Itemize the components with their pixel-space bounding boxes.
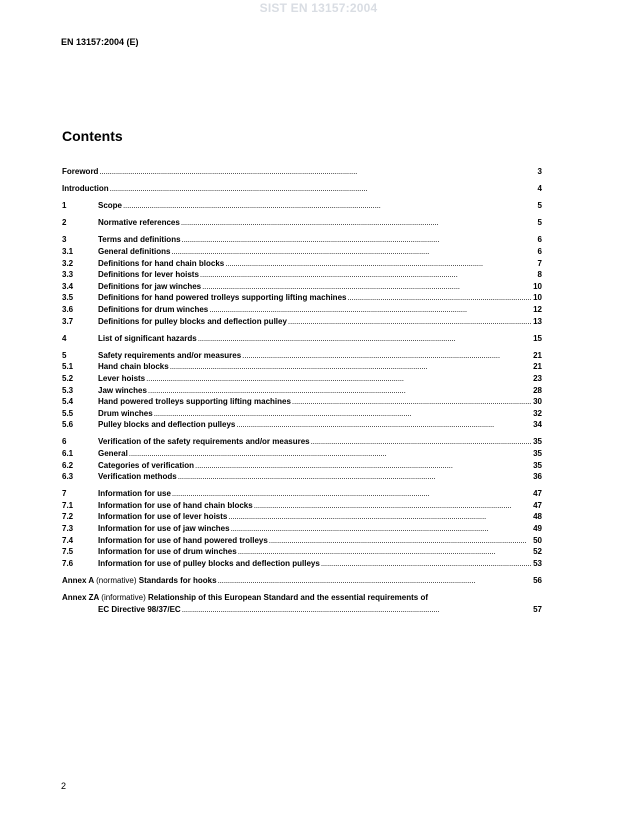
- page-number: 2: [61, 781, 67, 791]
- toc-entry-7[interactable]: [62, 488, 542, 500]
- document-id: EN 13157:2004 (E): [61, 37, 139, 47]
- toc-number: 6: [62, 437, 67, 447]
- toc-entry-3[interactable]: [62, 234, 542, 246]
- toc-page: 21: [533, 362, 542, 372]
- toc-page: 15: [533, 333, 542, 343]
- toc-number: 5.4: [62, 397, 74, 407]
- toc-number: 3.3: [62, 270, 74, 280]
- dot-leader: [321, 558, 532, 570]
- dot-leader: [218, 575, 533, 587]
- dot-leader: [181, 217, 537, 229]
- toc-title: [62, 575, 217, 587]
- toc-entry-3-7[interactable]: [62, 316, 542, 328]
- toc-entry-5-1[interactable]: [62, 361, 542, 373]
- toc-title: Lever hoists: [98, 373, 146, 383]
- toc-number: 5.5: [62, 408, 74, 418]
- dot-leader: [269, 535, 532, 547]
- dot-leader: [110, 183, 537, 195]
- toc-page: 23: [533, 373, 542, 383]
- dot-leader: [225, 258, 536, 270]
- toc-number: 6.3: [62, 472, 74, 482]
- toc-page: 10: [533, 293, 542, 303]
- toc-number: 7.5: [62, 547, 74, 557]
- toc-entry-6-2[interactable]: [62, 460, 542, 472]
- dot-leader: [146, 373, 532, 385]
- toc-number: 3.5: [62, 293, 74, 303]
- toc-page: 32: [533, 408, 542, 418]
- toc-page: 13: [533, 316, 542, 326]
- toc-number: 7.1: [62, 500, 74, 510]
- toc-title: Definitions for lever hoists: [98, 270, 199, 280]
- toc-page: 35: [533, 448, 542, 458]
- toc-title: Definitions for hand powered trolleys supporting lifting machines: [98, 293, 347, 303]
- dot-leader: [236, 419, 532, 431]
- toc-entry-5-5[interactable]: [62, 408, 542, 420]
- dot-leader: [347, 292, 532, 304]
- dot-leader: [228, 511, 532, 523]
- toc-number: 2: [62, 218, 67, 228]
- toc-page: 57: [533, 604, 542, 614]
- toc-page: 28: [533, 385, 542, 395]
- dot-leader: [178, 471, 532, 483]
- toc-title: Verification methods: [98, 472, 177, 482]
- toc-title: Definitions for pulley blocks and deflection pulley: [98, 316, 287, 326]
- dot-leader: [154, 408, 532, 420]
- toc-entry-foreword[interactable]: [62, 166, 542, 178]
- toc-number: 5.2: [62, 373, 74, 383]
- toc-page: 35: [533, 437, 542, 447]
- toc-entry-7-1[interactable]: [62, 500, 542, 512]
- toc-title: Hand powered trolleys supporting lifting machines: [98, 397, 291, 407]
- toc-entry-5-4[interactable]: [62, 396, 542, 408]
- toc-page: 52: [533, 547, 542, 557]
- toc-number: 1: [62, 201, 67, 211]
- toc-entry-annex-a[interactable]: [62, 575, 542, 587]
- toc-entry-annex-za-continued[interactable]: [62, 604, 542, 616]
- toc-entry-7-3[interactable]: [62, 523, 542, 535]
- toc-entry-7-5[interactable]: [62, 546, 542, 558]
- toc-number: 3.4: [62, 281, 74, 291]
- dot-leader: [123, 200, 537, 212]
- toc-page: 5: [537, 218, 542, 228]
- annex-prefix: Annex A: [62, 575, 94, 585]
- dot-leader: [288, 316, 532, 328]
- toc-title: General: [98, 448, 128, 458]
- annex-prefix: Annex ZA: [62, 593, 100, 602]
- toc-entry-5-3[interactable]: [62, 385, 542, 397]
- dot-leader: [209, 304, 532, 316]
- toc-title: Introduction: [62, 184, 109, 194]
- toc-page: 10: [533, 281, 542, 291]
- toc-title: Information for use of jaw winches: [98, 524, 230, 534]
- toc-page: 53: [533, 558, 542, 568]
- dot-leader: [148, 385, 532, 397]
- toc-title: Categories of verification: [98, 460, 195, 470]
- page-title: Contents: [62, 128, 123, 144]
- toc-number: 3.6: [62, 304, 74, 314]
- toc-entry-7-4[interactable]: [62, 535, 542, 547]
- toc-title: Jaw winches: [98, 385, 147, 395]
- dot-leader: [238, 546, 532, 558]
- toc-number: 5.6: [62, 420, 74, 430]
- toc-title: [62, 592, 428, 604]
- dot-leader: [195, 460, 532, 472]
- dot-leader: [292, 396, 532, 408]
- toc-entry-3-2[interactable]: [62, 258, 542, 270]
- watermark: SIST EN 13157:2004: [259, 1, 378, 15]
- toc-page: 48: [533, 512, 542, 522]
- toc-number: 7.2: [62, 512, 74, 522]
- toc-number: 3: [62, 235, 67, 245]
- dot-leader: [254, 500, 532, 512]
- toc-number: 7.4: [62, 535, 74, 545]
- toc-title: General definitions: [98, 246, 171, 256]
- toc-title: Definitions for jaw winches: [98, 281, 202, 291]
- toc-number: 5.3: [62, 385, 74, 395]
- toc-entry-introduction[interactable]: [62, 183, 542, 195]
- dot-leader: [200, 269, 537, 281]
- toc-entry-7-2[interactable]: [62, 511, 542, 523]
- toc-title: Pulley blocks and deflection pulleys: [98, 420, 236, 430]
- toc-page: 47: [533, 500, 542, 510]
- toc-number: 3.7: [62, 316, 74, 326]
- dot-leader: [311, 436, 532, 448]
- toc-number: 5: [62, 350, 67, 360]
- toc-title: Foreword: [62, 167, 99, 176]
- toc-page: 47: [533, 489, 542, 499]
- toc-page: 7: [537, 258, 542, 268]
- toc-number: 7.6: [62, 558, 74, 568]
- toc-entry-3-6[interactable]: [62, 304, 542, 316]
- toc-entry-3-5[interactable]: [62, 292, 542, 304]
- dot-leader: [182, 234, 537, 246]
- toc-title: Drum winches: [98, 408, 153, 418]
- dot-leader: [172, 488, 532, 500]
- toc-entry-4[interactable]: [62, 333, 542, 345]
- toc-title: Information for use of lever hoists: [98, 512, 228, 522]
- dot-leader: [99, 166, 536, 178]
- toc-title: List of significant hazards: [98, 333, 197, 343]
- toc-number: 3.1: [62, 246, 74, 256]
- toc-title: Normative references: [98, 218, 180, 228]
- toc-title: Scope: [98, 201, 123, 211]
- toc-page: 35: [533, 460, 542, 470]
- toc-entry-3-1[interactable]: [62, 246, 542, 258]
- dot-leader: [231, 523, 533, 535]
- dot-leader: [170, 361, 532, 373]
- toc-number: 4: [62, 333, 67, 343]
- toc-number: 7.3: [62, 524, 74, 534]
- toc-entry-5[interactable]: [62, 350, 542, 362]
- toc-entry-6-3[interactable]: [62, 471, 542, 483]
- toc-entry-5-2[interactable]: [62, 373, 542, 385]
- toc-title: Terms and definitions: [98, 235, 181, 245]
- toc-entry-2[interactable]: [62, 217, 542, 229]
- toc-title: Hand chain blocks: [98, 362, 169, 372]
- dot-leader: [182, 604, 532, 616]
- table-of-contents: [62, 166, 542, 615]
- toc-entry-7-6[interactable]: [62, 558, 542, 570]
- toc-title: Information for use of hand powered trolleys: [98, 535, 268, 545]
- annex-title: Relationship of this European Standard and the essential requirements of: [147, 593, 429, 602]
- dot-leader: [129, 448, 532, 460]
- toc-entry-1[interactable]: [62, 200, 542, 212]
- annex-type: (normative): [96, 575, 137, 585]
- toc-number: 6.1: [62, 448, 74, 458]
- toc-number: 7: [62, 489, 67, 499]
- toc-page: 21: [533, 350, 542, 360]
- toc-page: 56: [533, 575, 542, 585]
- toc-entry-5-6[interactable]: [62, 419, 542, 431]
- toc-title: Information for use of pulley blocks and deflection pulleys: [98, 558, 320, 568]
- toc-entry-6[interactable]: [62, 436, 542, 448]
- toc-entry-6-1[interactable]: [62, 448, 542, 460]
- toc-title: Verification of the safety requirements and/or measures: [98, 437, 310, 447]
- toc-title: Safety requirements and/or measures: [98, 350, 242, 360]
- toc-title: Definitions for hand chain blocks: [98, 258, 225, 268]
- dot-leader: [202, 281, 532, 293]
- toc-title-continued: EC Directive 98/37/EC: [98, 604, 181, 614]
- toc-page: 8: [537, 270, 542, 280]
- toc-page: 30: [533, 397, 542, 407]
- toc-number: 6.2: [62, 460, 74, 470]
- dot-leader: [171, 246, 536, 258]
- toc-title: Information for use of drum winches: [98, 547, 237, 557]
- toc-page: 12: [533, 304, 542, 314]
- toc-page: 49: [533, 524, 542, 534]
- toc-number: 5.1: [62, 362, 74, 372]
- toc-entry-3-3[interactable]: [62, 269, 542, 281]
- toc-page: 50: [533, 535, 542, 545]
- toc-page: 3: [537, 167, 542, 176]
- toc-title: Information for use of hand chain blocks: [98, 500, 253, 510]
- toc-page: 34: [533, 420, 542, 430]
- toc-title: Definitions for drum winches: [98, 304, 209, 314]
- toc-title: Information for use: [98, 489, 171, 499]
- annex-title: Standards for hooks: [138, 575, 217, 585]
- annex-type: (informative): [101, 593, 146, 602]
- toc-entry-3-4[interactable]: [62, 281, 542, 293]
- toc-page: 36: [533, 472, 542, 482]
- dot-leader: [242, 350, 532, 362]
- toc-page: 6: [537, 235, 542, 245]
- toc-entry-annex-za[interactable]: [62, 592, 542, 604]
- toc-page: 6: [537, 246, 542, 256]
- toc-number: 3.2: [62, 258, 74, 268]
- toc-page: 4: [537, 184, 542, 194]
- toc-page: 5: [537, 201, 542, 211]
- dot-leader: [198, 333, 532, 345]
